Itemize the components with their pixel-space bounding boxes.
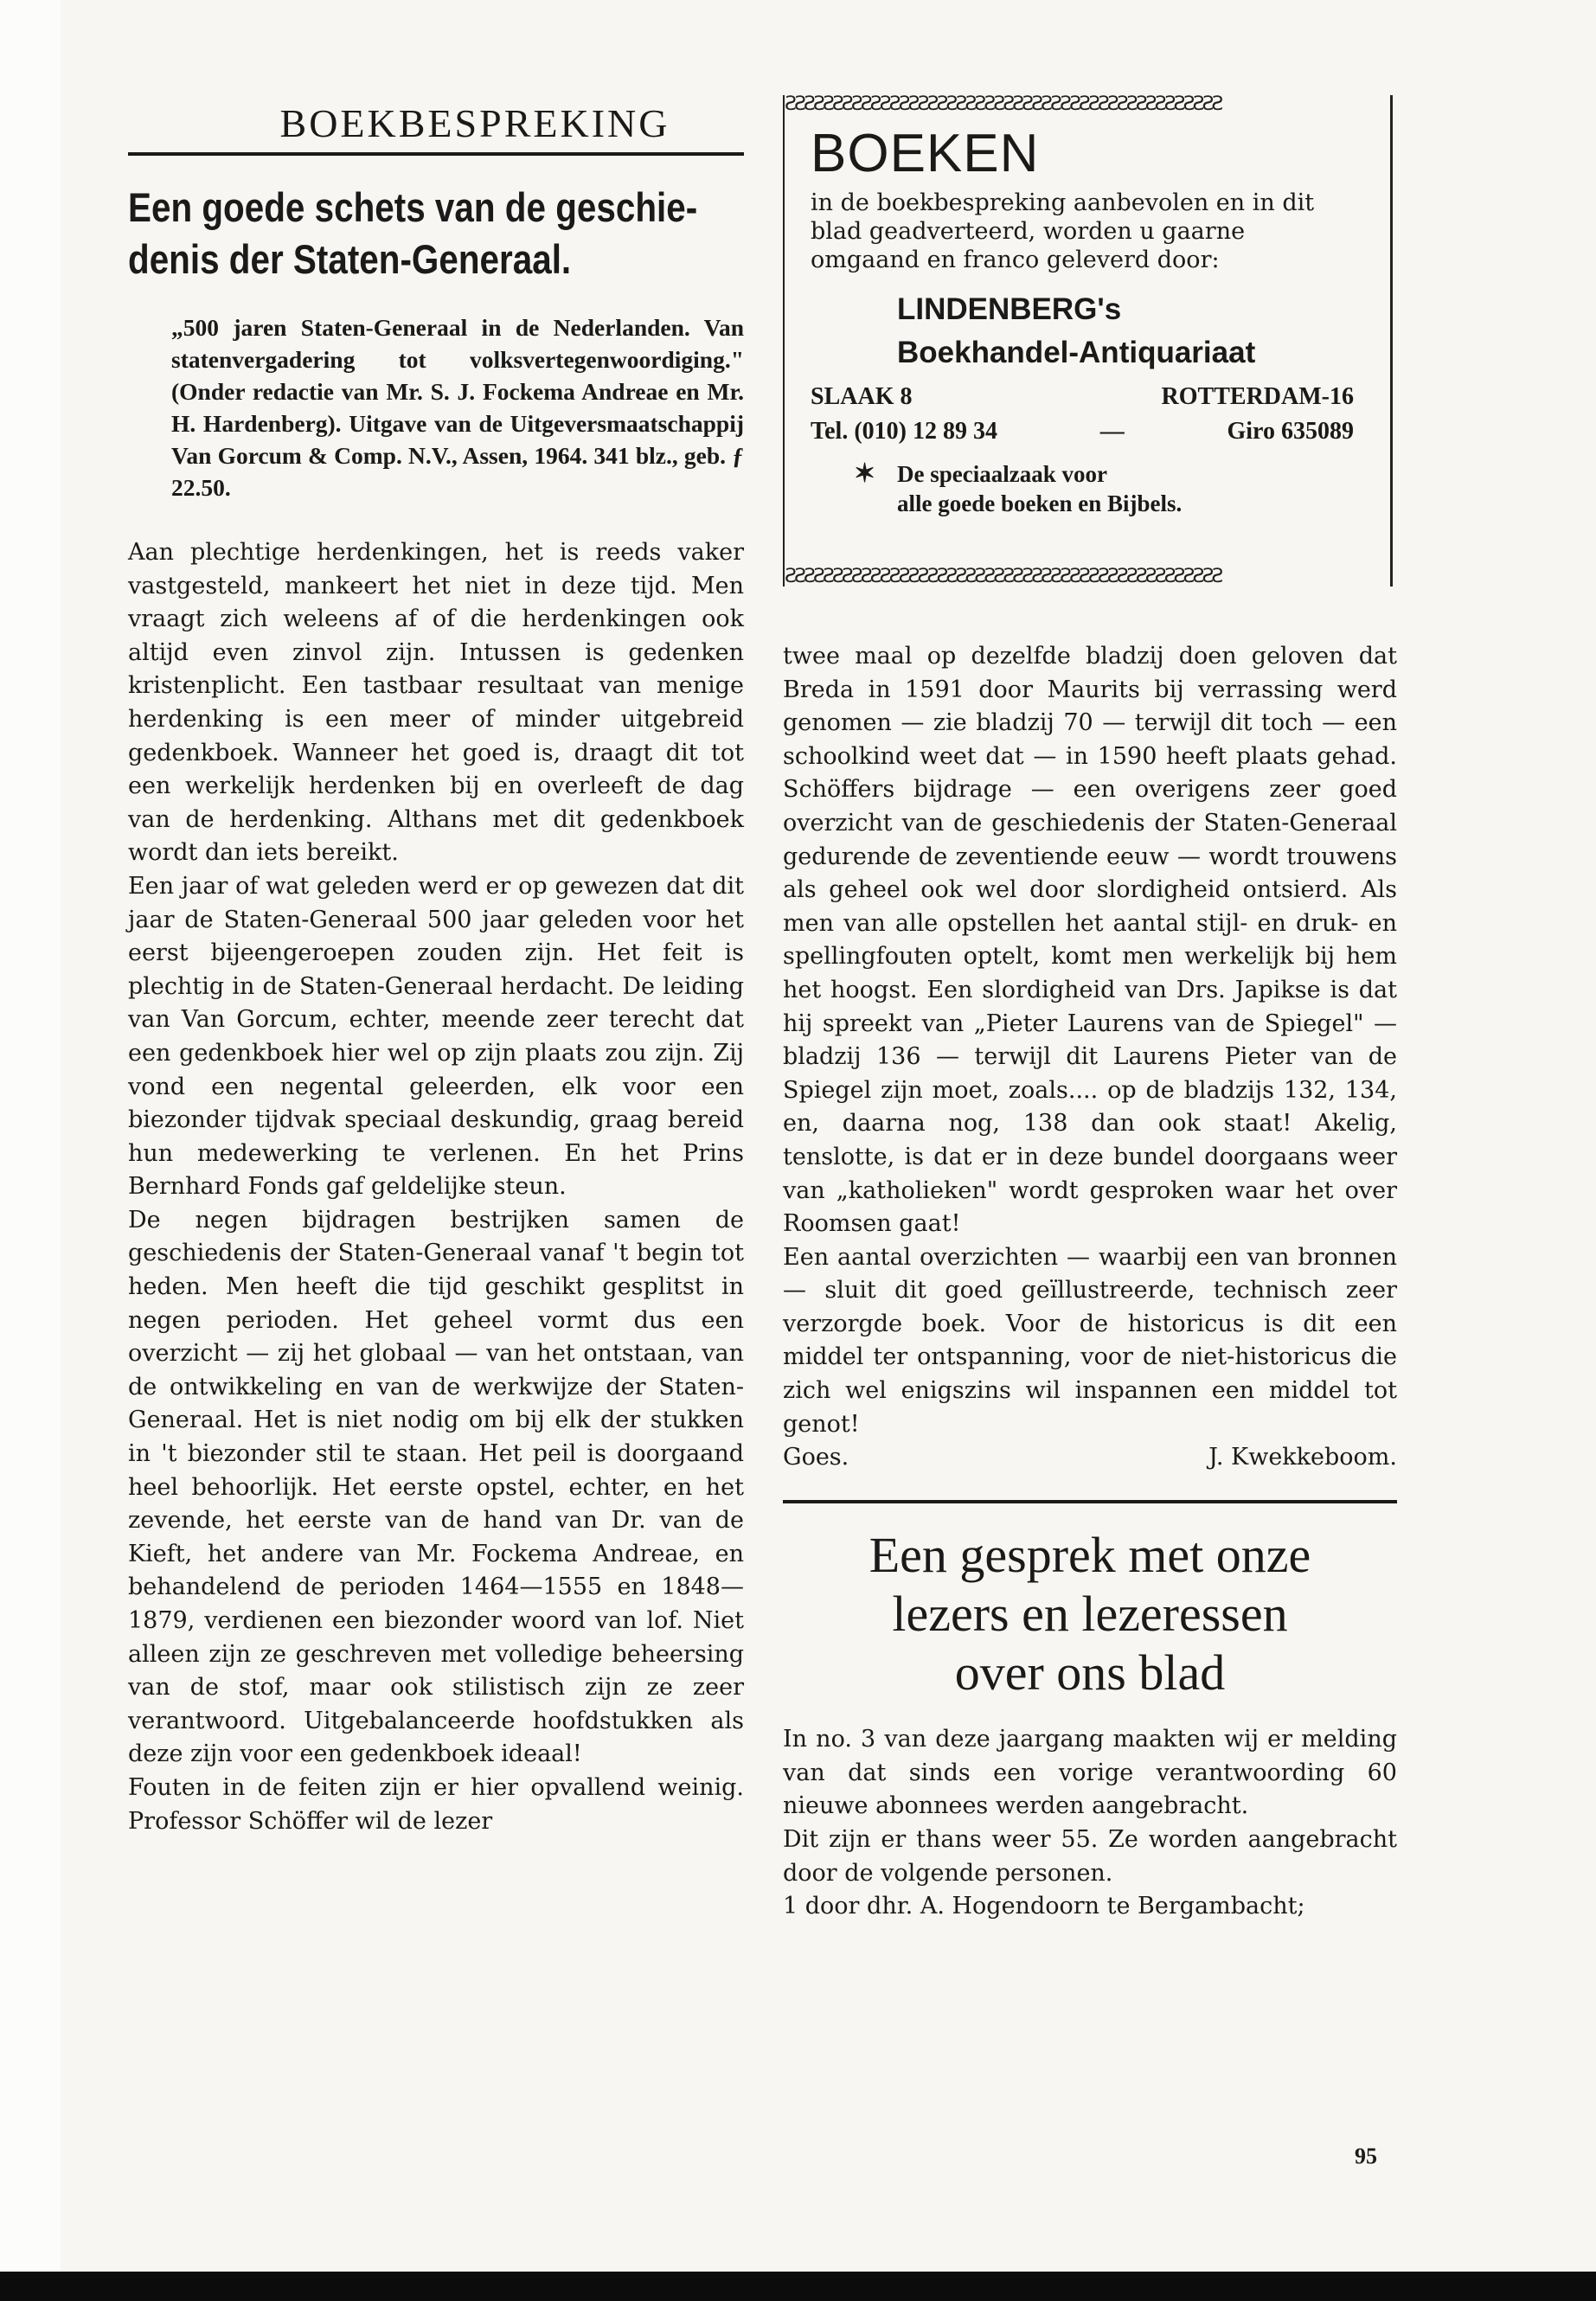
paragraph: twee maal op dezelfde bladzij doen geloven dat Breda in 1591 door Maurits bij verrassing werd genomen — zie bladzij 70 — terwijl dit toch — een schoolkind weet dat — in 1590 heeft plaats gehad. Schöffers bijdrage — een overigens zeer goed overzicht van de geschiedenis der Staten-Generaal gedurende de zeventiende eeuw — wordt trouwens als geheel ook wel door slordigheid ontsierd. Als men van alle opstellen het aantal stijl- en druk- en spellingfouten optelt, komt men werkelijk bij hem het hoogst. Een slordigheid van Drs. Japikse is dat hij spreekt van „Pieter Laurens van de Spiegel" — bladzij 136 — terwijl dit Laurens Pieter van de Spiegel zijn moet, zoals.... op de bladzijs 132, 134, en, daarna nog, 138 dan ook staat! Akelig, tenslotte, is dat er in deze bundel doorgaans weer van „katholieken" wordt gesproken waar het over Roomsen gaat! bbox=[783, 643, 1397, 1238]
scan-edge bbox=[0, 2272, 1596, 2301]
section-title: BOEKBESPREKING bbox=[279, 101, 670, 145]
shop-address bbox=[811, 380, 1354, 414]
shop-city: ROTTERDAM-16 bbox=[1161, 383, 1354, 410]
scan-margin bbox=[0, 0, 61, 2301]
advert-intro: in de boekbespreking aanbevolen en in dit blad geadverteerd, worden u gaarne omgaand en franco geleverd door: bbox=[811, 189, 1315, 273]
paragraph: Dit zijn er thans weer 55. Ze worden aangebracht door de volgende personen. bbox=[783, 1826, 1397, 1887]
book-bibliography: „500 jaren Staten-Generaal in de Nederlanden. Van statenvergadering tot volksvertegenwoordiging." (Onder redactie van Mr. S. J. Fockema Andreae en Mr. H. Hardenberg). Uitgave van de Uitgeversmaatschappij Van Gorcum & Comp. N.V., Assen, 1964. 341 blz., geb. ƒ 22.50. bbox=[171, 314, 744, 501]
shop-name-line: LINDENBERG's bbox=[897, 292, 1122, 326]
shop-street: SLAAK 8 bbox=[811, 383, 913, 410]
review-body-right bbox=[783, 640, 1397, 1441]
review-body-left bbox=[128, 536, 744, 1838]
left-column bbox=[128, 95, 744, 1838]
right-column bbox=[783, 95, 1397, 1924]
shop-name-line: Boekhandel-Antiquariaat bbox=[897, 336, 1256, 369]
shop-phone: Tel. (010) 12 89 34 bbox=[811, 418, 997, 445]
ornament-border-top: ƧƧƧƧƧƧƧƧƧƧƧƧƧƧƧƧƧƧƧƧƧƧƧƧƧƧƧƧƧƧƧƧƧƧƧƧƧƧƧƧƧƧƧƧƧƧ bbox=[785, 95, 1221, 114]
review-headline bbox=[128, 182, 744, 285]
shop-name bbox=[811, 288, 1354, 375]
paragraph: Een aantal overzichten — waarbij een van bronnen — sluit dit goed geïllustreerde, technisch zeer verzorgde boek. Voor de historicus is dit een middel ter ontspanning, voor de niet-historicus die zich wel enigszins wil inspannen een middel tot genot! bbox=[783, 1243, 1397, 1438]
paragraph: De negen bijdragen bestrijken samen de geschiedenis der Staten-Generaal vanaf 't begin tot heden. Men heeft die tijd geschikt gesplitst in negen perioden. Het geheel vormt dus een overzicht — zij het globaal — van het ontstaan, van de ontwikkeling en van de werkwijze der Staten-Generaal. Het is niet nodig om bij elk der stukken in 't biezonder stil te staan. Het peil is doorgaand heel behoorlijk. Het eerste opstel, echter, en het zevende, het eerste van de hand van Dr. van de Kieft, het andere van Mr. Fockema Andreae, en behandelend de perioden 1464—1555 en 1848—1879, verdienen een biezonder woord van lof. Niet alleen zijn ze geschreven met volledige beheersing van de stof, maar ook stilistisch zijn ze zeer verantwoord. Uitgebalanceerde hoofdstukken als deze zijn voor een gedenkboek ideaal! bbox=[128, 1206, 744, 1768]
shop-giro: Giro 635089 bbox=[1227, 418, 1354, 445]
shop-contact bbox=[811, 414, 1354, 449]
review-headline-line: Een goede schets van de geschie- bbox=[128, 184, 698, 230]
article-divider bbox=[783, 1500, 1397, 1503]
review-place: Goes. bbox=[783, 1444, 849, 1471]
bookshop-advert bbox=[783, 95, 1393, 586]
section-rule bbox=[128, 152, 744, 156]
page-number: 95 bbox=[1355, 2144, 1377, 2169]
paragraph: In no. 3 van deze jaargang maakten wij er melding van dat sinds een vorige verantwoording 60 nieuwe abonnees werden aangebracht. bbox=[783, 1726, 1397, 1820]
shop-tagline bbox=[811, 459, 1354, 518]
paragraph: 1 door dhr. A. Hogendoorn te Bergambacht; bbox=[783, 1893, 1305, 1920]
review-headline-line: denis der Staten-Generaal. bbox=[128, 236, 572, 282]
article2-headline-line: lezers en lezeressen bbox=[892, 1586, 1288, 1643]
article2-headline-line: over ons blad bbox=[954, 1644, 1226, 1702]
article2-headline-line: Een gesprek met onze bbox=[869, 1527, 1311, 1584]
star-icon: ✶ bbox=[854, 459, 876, 488]
ornament-border-bottom: ƧƧƧƧƧƧƧƧƧƧƧƧƧƧƧƧƧƧƧƧƧƧƧƧƧƧƧƧƧƧƧƧƧƧƧƧƧƧƧƧƧƧƧƧƧƧ bbox=[785, 567, 1221, 586]
article2-headline bbox=[783, 1526, 1397, 1702]
review-signoff bbox=[783, 1441, 1397, 1474]
advert-title: BOEKEN bbox=[811, 124, 1040, 183]
tagline-line: De speciaalzaak voor bbox=[897, 461, 1107, 487]
review-author: J. Kwekkeboom. bbox=[1208, 1444, 1397, 1471]
tagline-line: alle goede boeken en Bijbels. bbox=[897, 490, 1183, 516]
paragraph: Een jaar of wat geleden werd er op gewezen dat dit jaar de Staten-Generaal 500 jaar geleden voor het eerst bijeengeroepen zouden zijn. Het feit is plechtig in de Staten-Generaal herdacht. De leiding van Van Gorcum, echter, meende zeer terecht dat een gedenkboek hier wel op zijn plaats zou zijn. Zij vond een negental geleerden, elk voor een biezonder tijdvak speciaal deskundig, graag bereid hun medewerking te verlenen. En het Prins Bernhard Fonds gaf geldelijke steun. bbox=[128, 872, 744, 1201]
article2-body bbox=[783, 1723, 1397, 1924]
paragraph: Aan plechtige herdenkingen, het is reeds vaker vastgesteld, mankeert het niet in deze tijd. Men vraagt zich weleens af of die herdenkingen ook altijd even zinvol zijn. Intussen is gedenken kristenplicht. Een tastbaar resultaat van menige herdenking is een meer of minder uitgebreid gedenkboek. Wanneer het goed is, draagt dit tot een werkelijk herdenken bij en overleeft de dag van de herdenking. Althans met dit gedenkboek wordt dan iets bereikt. bbox=[128, 539, 744, 867]
contact-dash: — bbox=[1099, 418, 1125, 445]
paragraph: Fouten in de feiten zijn er hier opvallend weinig. Professor Schöffer wil de lezer bbox=[128, 1773, 744, 1835]
